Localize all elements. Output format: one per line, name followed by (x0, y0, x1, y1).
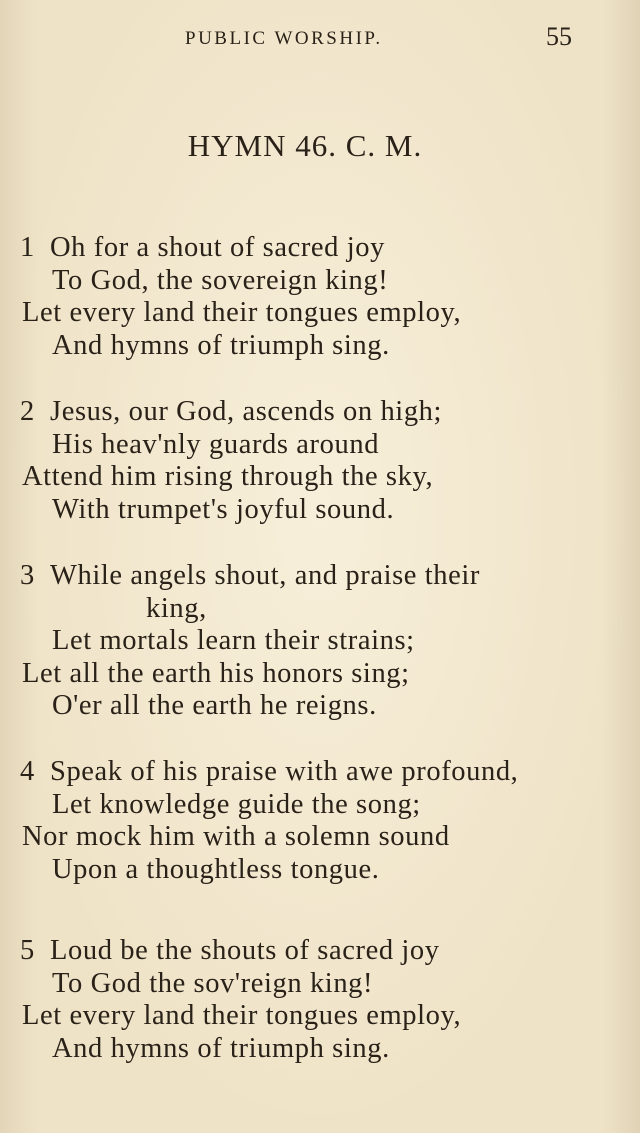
page-number: 55 (546, 22, 572, 51)
verse-line-text: While angels shout, and praise their (50, 560, 480, 591)
verse-line-text: Nor mock him with a solemn sound (22, 821, 450, 852)
verse-line-turnover (0, 593, 610, 626)
verse-line (0, 658, 610, 691)
verse-number: 5 (20, 935, 35, 966)
verse-line (0, 330, 610, 363)
verse-1 (0, 232, 610, 362)
verse-number: 3 (20, 560, 35, 591)
verse-line-text: Let every land their tongues employ, (22, 1000, 462, 1031)
verse-line-text: With trumpet's joyful sound. (52, 493, 395, 525)
verse-line-text: Let mortals learn their strains; (52, 625, 415, 656)
verse-number: 2 (20, 396, 35, 427)
verse-line-text: Jesus, our God, ascends on high; (50, 396, 443, 427)
verse-line-text: And hymns of triumph sing. (52, 1032, 390, 1064)
verse-4 (0, 756, 610, 886)
verse-line-text: Speak of his praise with awe profound, (50, 756, 519, 787)
verse-line (0, 560, 610, 593)
verse-line-text: king, (146, 592, 207, 624)
verse-line-text: Let knowledge guide the song; (52, 788, 421, 820)
verse-line-text: Loud be the shouts of sacred joy (50, 935, 440, 966)
verse-line (0, 297, 610, 330)
verse-line (0, 854, 610, 887)
running-head: PUBLIC WORSHIP. (185, 28, 383, 49)
verse-line (0, 625, 610, 658)
verse-5 (0, 935, 610, 1065)
verse-line-text: Let every land their tongues employ, (22, 297, 462, 328)
verse-line (0, 494, 610, 527)
verse-line (0, 232, 610, 265)
verse-line-text: Oh for a shout of sacred joy (50, 232, 385, 263)
verse-line-text: Let all the earth his honors sing; (22, 657, 410, 689)
verse-line (0, 1000, 610, 1033)
verse-number: 1 (20, 232, 35, 263)
verse-line (0, 756, 610, 789)
verse-line (0, 461, 610, 494)
verse-line-text: To God the sov'reign king! (52, 967, 374, 999)
verse-line (0, 690, 610, 723)
verse-line-text: O'er all the earth he reigns. (52, 690, 377, 721)
verse-line-text: Upon a thoughtless tongue. (52, 853, 380, 885)
verse-line (0, 789, 610, 822)
verse-line-text: And hymns of triumph sing. (52, 329, 390, 361)
verse-line (0, 265, 610, 298)
verse-line-text: To God, the sovereign king! (52, 264, 389, 296)
verse-line (0, 968, 610, 1001)
verse-line (0, 935, 610, 968)
verse-line (0, 396, 610, 429)
verse-2 (0, 396, 610, 526)
verse-number: 4 (20, 756, 35, 787)
verse-line (0, 821, 610, 854)
verse-line-text: His heav'nly guards around (52, 428, 380, 460)
verse-line-text: Attend him rising through the sky, (22, 461, 434, 492)
verse-3 (0, 560, 610, 723)
verse-line (0, 1033, 610, 1066)
verse-line (0, 429, 610, 462)
hymn-title: HYMN 46. C. M. (187, 128, 423, 163)
